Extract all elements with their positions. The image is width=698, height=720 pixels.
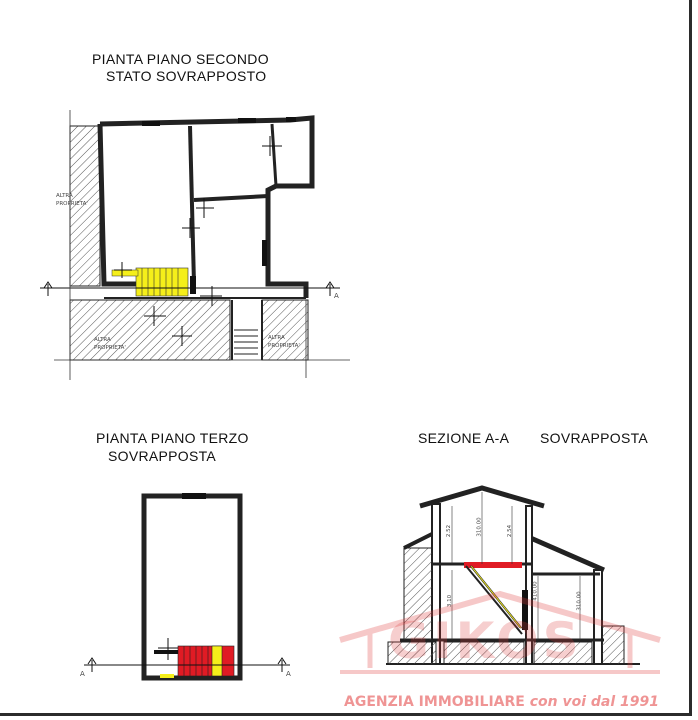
altra-proprieta-label-1: ALTRA PROPRIETA' <box>56 193 88 207</box>
hatched-other-property-right <box>262 300 308 360</box>
third-floor-title-line2: SOVRAPPOSTA <box>108 448 217 464</box>
dimension-label-1: 2.52 <box>446 524 453 538</box>
dimension-label-6: 310.00 <box>576 591 583 611</box>
watermark-tagline-sub: con voi dal 1991 <box>529 694 659 710</box>
dimension-label-5: 410.00 <box>532 581 539 601</box>
section-title: SEZIONE A-A <box>418 430 510 446</box>
watermark-tagline <box>344 694 659 710</box>
altra-proprieta-label-2: ALTRA PROPRIETA' <box>94 337 126 351</box>
third-floor-title-line1: PIANTA PIANO TERZO <box>96 430 249 446</box>
section-subtitle: SOVRAPPOSTA <box>540 430 649 446</box>
watermark-tagline-main: AGENZIA IMMOBILIARE <box>344 694 525 710</box>
third-floor-plan <box>84 493 290 678</box>
dimension-label-4: 3.10 <box>447 594 454 608</box>
section-marker-label-right: A <box>286 670 291 678</box>
section-marker-label-left: A <box>80 670 85 678</box>
dimension-label-2: 310.00 <box>476 517 483 537</box>
section-marker-label: A <box>334 292 339 300</box>
second-floor-title-line2: STATO SOVRAPPOSTO <box>106 68 267 84</box>
dimension-label-3: 2.54 <box>507 524 514 538</box>
watermark-brand: GIKOS <box>388 612 583 670</box>
altra-proprieta-label-3: ALTRA PROPRIETA' <box>268 335 300 349</box>
second-floor-title-line1: PIANTA PIANO SECONDO <box>92 51 269 67</box>
